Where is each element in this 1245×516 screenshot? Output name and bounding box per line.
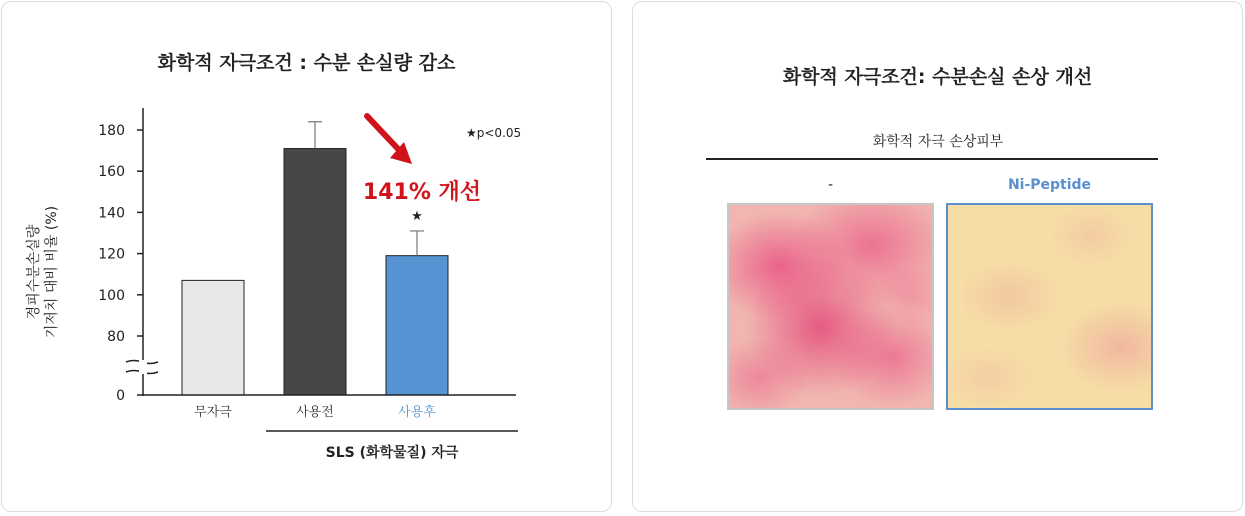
bar-3 — [386, 256, 448, 395]
axis-break-gap — [139, 360, 147, 374]
group-label: SLS (화학물질) 자극 — [325, 445, 459, 461]
y-axis-label-line2: 기저치 대비 비율 (%) — [44, 205, 60, 339]
improvement-label: 141% 개선 — [362, 180, 482, 205]
header-divider — [706, 158, 1158, 160]
y-ticks — [98, 123, 143, 404]
y-axis-label-line1: 경피수분손실량 — [26, 224, 42, 320]
y-tick-label: 120 — [98, 246, 125, 263]
comparison-header: 화학적 자극 손상피부 — [872, 134, 1004, 150]
significance-note: ★p<0.05 — [466, 126, 522, 140]
category-label: 사용후 — [398, 405, 436, 420]
bar-1 — [182, 280, 244, 395]
control-label: - — [827, 177, 834, 193]
y-tick-label: 180 — [98, 123, 125, 139]
category-label: 사용전 — [296, 405, 334, 420]
control-skin-image — [727, 203, 934, 410]
y-tick-label: 160 — [98, 164, 125, 181]
y-tick-label: 80 — [107, 329, 125, 345]
category-labels — [194, 404, 436, 420]
down-right-arrow-icon — [367, 116, 412, 164]
category-label: 무자극 — [194, 405, 232, 420]
y-axis-label — [25, 206, 60, 338]
y-tick-label: 100 — [98, 287, 125, 304]
peptide-label: Ni-Peptide — [1007, 177, 1092, 193]
y-tick-label: 0 — [116, 388, 125, 404]
bar-chart — [0, 0, 612, 516]
y-tick-label: 140 — [98, 205, 125, 222]
significance-star: ★ — [411, 209, 423, 224]
peptide-skin-image — [946, 203, 1153, 410]
right-panel-title: 화학적 자극조건: 수분손실 손상 개선 — [782, 66, 1093, 88]
right-panel — [632, 1, 1243, 512]
chart-title: 화학적 자극조건 : 수분 손실량 감소 — [157, 52, 456, 74]
bar-2 — [284, 149, 346, 395]
